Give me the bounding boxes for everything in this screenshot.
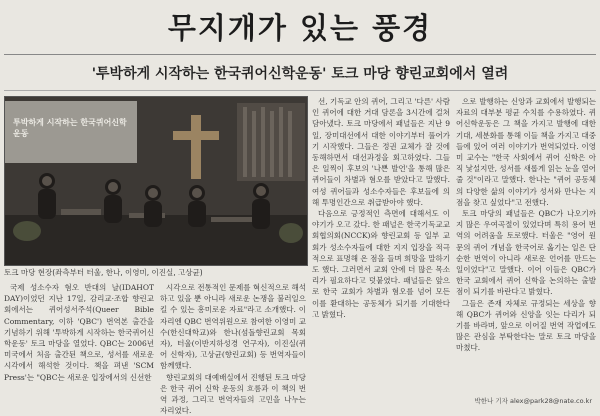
photo-caption: 토크 마당 현장(좌측부터 터울, 한나, 이영미, 이진실, 고상균) bbox=[4, 268, 203, 277]
article-column-4 bbox=[456, 96, 596, 392]
paragraph: 토크 마당의 패널들은 QBC가 나오기까지 많은 우여곡절이 있었다며 특히 용어 번역의 어려움을 토로했다. 터울은 "영어 원문의 퀴어 개념을 한국어로 옮기는 일은 단순한 번역이 아니라 새로운 언어를 만드는 일이었다"고 말했다. 이어 이들은 QBC가 한국 교회에서 퀴어 신학을 논의하는 출발점이 되기를 바란다고 밝혔다. bbox=[456, 209, 596, 297]
paragraph: 국제 성소수자 혐오 반대의 날(IDAHOT DAY)이었던 지난 17일, 감리교·조합 향린교회에서는 퀴어성서주석(Queer Bible Commentary, 이하 'QBC') 번역본 출간을 기념하기 위해 '투박하게 시작하는 한국퀴어신학운동' 토크 마당을 열었다. QBC는 2006년 미국에서 처음 출간된 책으로, 성서를 새로운 시각에서 해석한 것이다. 책을 펴낸 'SCM Press'는 "QBC는 새로운 입장에서의 신선한 bbox=[4, 283, 154, 382]
paragraph: 선, 기독교 안의 퀴어, 그리고 '다른' 사람인 퀴어에 대한 거대 담론을 3시간에 걸쳐 담아냈다. 토크 마당에서 패널들은 지난 9일, 장미대선에서 대한 이야기부터 풀어가기 시작했다. 그들은 정권 교체가 잘 것에 동해하면서 대선과정을 회고하였다. 그들은 일찍이 후보의 '나쁜 발언'을 통해 많은 퀴어들이 차별과 혐오를 받았다고 말했다. 여성 퀴어들과 성소수자들은 후보들에 의해 투명인간으로 취급받아야 했다. bbox=[312, 97, 450, 207]
article-column-3 bbox=[312, 96, 450, 402]
paragraph: 향린교회의 대예배실에서 진행된 토크 마당은 한국 퀴어 신학 운동의 흐름과 이 책의 번역 과정, 그리고 번역자들의 고민을 나누는 자리였다. bbox=[160, 372, 306, 416]
subhead-divider bbox=[4, 90, 596, 91]
paragraph: 다음으로 긍정적인 측면에 대해서도 이야기가 오고 갔다. 한 패널은 한국기독교교회협의회(NCCK)와 향린교회 등 일부 교회가 성소수자들에 대한 지지 입장을 적극적으로 표명해 온 점을 들며 희망을 말하기도 했다. 그러면서 교회 안에 더 많은 목소리가 필요하다고 덧붙였다. 패널들은 앞으로 한국 교회가 차별과 혐오를 넘어 모든 이를 환대하는 공동체가 되기를 기대한다고 밝혔다. bbox=[312, 209, 450, 319]
paragraph: 그들은 존재 자체로 규정되는 세상을 향해 QBC가 퀴어와 신앙을 잇는 다리가 되기를 바라며, 앞으로 이어질 번역 작업에도 많은 관심을 부탁한다는 말로 토크 마당을 마쳤다. bbox=[456, 298, 596, 353]
event-photo bbox=[4, 96, 308, 266]
article-column-2 bbox=[160, 282, 306, 416]
subheadline: '투박하게 시작하는 한국퀴어신학운동' 토크 마당 향린교회에서 열려 bbox=[91, 66, 509, 82]
byline: 박한나 기자 alex@park28@nate.co.kr bbox=[474, 397, 592, 405]
paragraph: 시각으로 전통적인 문제를 혁신적으로 해석하고 있을 뿐 아니라 새로운 논쟁을 불러일으킬 수 있는 흥미로운 자료"라고 소개했다. 이 자리엔 QBC 번역위원으로 참여한 이영미 교수(한신대학교)와 한나(섬돌향린교회 목회자), 터울(이반지하성경 연구자), 이진실(퀴어 신학자), 고상균(향린교회) 등 번역자들이 함께했다. bbox=[160, 283, 306, 371]
paragraph: 으로 발행하는 신앙과 교회에서 발행되는 자료의 대부분 평균 수치를 수용하였다. 퀴어신학운동은 그 책을 가지고 발행에 대한 기대, 세분화를 통해 이들 책을 가지고 대중들에 있어 여러 이야기가 번역되었다. 이영미 교수는 "한국 사회에서 퀴어 신학은 아직 낯설지만, 성서를 새롭게 읽는 눈을 열어줄 것"이라고 말했다. 한나는 "퀴어 공동체의 다양한 삶의 이야기가 성서와 만나는 지점을 찾고 싶었다"고 전했다. bbox=[456, 97, 596, 207]
cross-icon bbox=[191, 115, 201, 179]
top-divider bbox=[4, 54, 596, 55]
slide-text: 투박하게 시작하는 한국퀴어신학운동 bbox=[13, 118, 127, 138]
article-column-1 bbox=[4, 282, 154, 404]
headline: 무지개가 있는 풍경 bbox=[167, 11, 433, 45]
